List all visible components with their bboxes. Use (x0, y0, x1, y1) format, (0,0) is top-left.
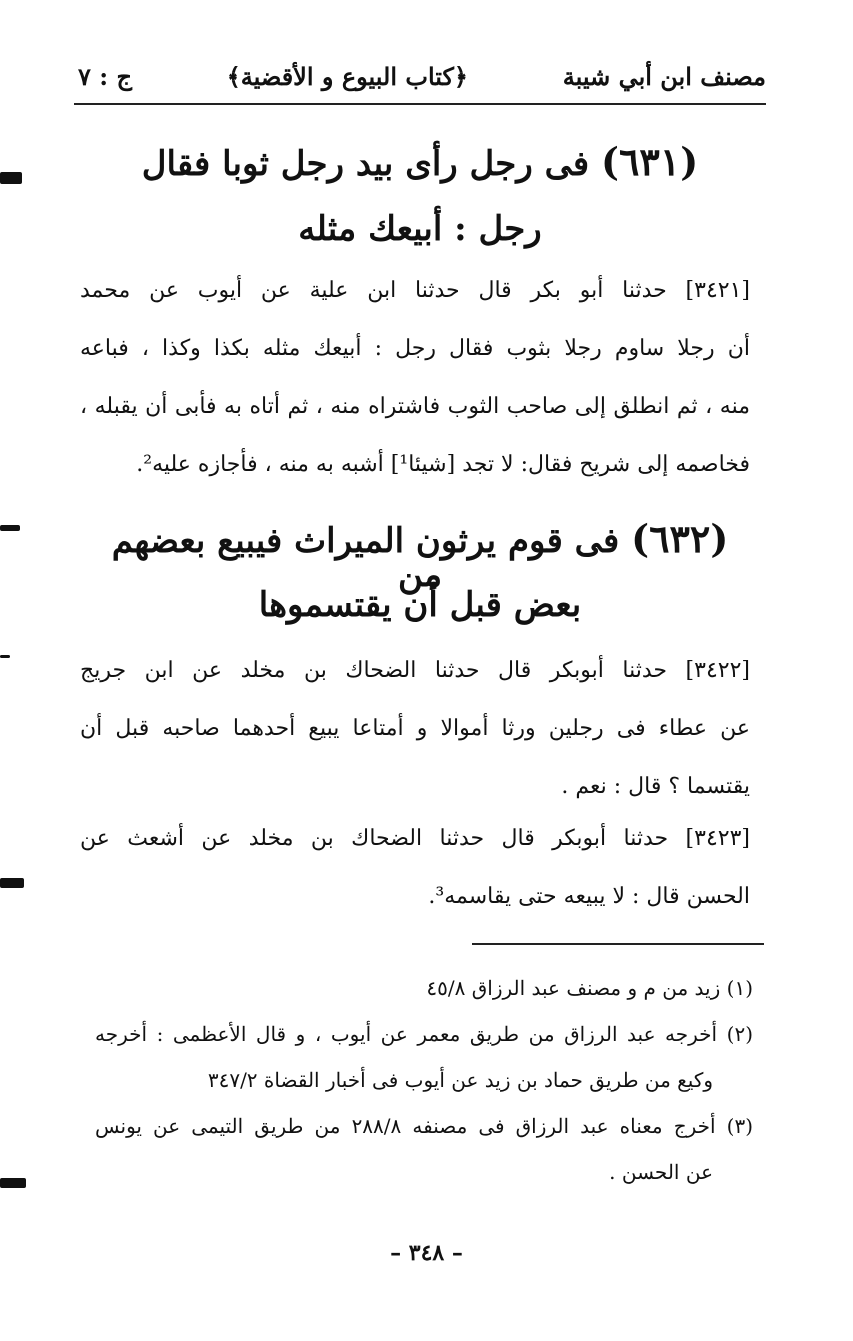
page-number: – ٣٤٨ – (390, 1240, 463, 1266)
hadith-3423 (80, 828, 750, 944)
text-line: فخاصمه إلى شريح فقال: لا تجد [شيئا¹] أشبه به منه ، فأجازه عليه². (136, 452, 750, 477)
footnote-2-line2: وكيع من طريق حماد بن زيد عن أيوب فى أخبار القضاة ٣٤٧/٢ (207, 1068, 713, 1092)
chapter-number: (٦٣٢) (631, 516, 729, 561)
text-line: عن عطاء فى رجلين ورثا أموالا و أمتاعا يبيع أحدهما صاحبه قبل أن (80, 716, 750, 741)
chapter-632-title-line2: بعض قبل أن يقتسموها (258, 585, 582, 625)
header-rule (74, 103, 766, 105)
footnote-3-line2: عن الحسن . (609, 1160, 713, 1184)
chapter-title-text: فى رجل رأى بيد رجل ثوبا فقال (141, 144, 590, 184)
footnote-1: (١) زيد من م و مصنف عبد الرزاق ٤٥/٨ (426, 976, 753, 1000)
chapter-632-title-line1 (90, 516, 750, 595)
header-section-title: ﴿كتاب البيوع و الأقضية﴾ (226, 61, 468, 91)
text-line: الحسن قال : لا يبيعه حتى يقاسمه³. (428, 884, 750, 909)
scan-mark (0, 1178, 26, 1188)
header-book-title: مصنف ابن أبي شيبة (562, 61, 766, 91)
text-line: أن رجلا ساوم رجلا بثوب فقال رجل : أبيعك مثله بكذا وكذا ، فباعه (80, 336, 750, 361)
footnote-separator (472, 943, 764, 945)
footnote-3-line1: (٣) أخرج معناه عبد الرزاق فى مصنفه ٢٨٨/٨ من طريق التيمى عن يونس (95, 1114, 754, 1138)
scan-mark (0, 525, 20, 531)
header-volume: ج : ٧ (78, 61, 132, 91)
hadith-3421 (80, 280, 750, 512)
text-line: [٣٤٢٢] حدثنا أبوبكر قال حدثنا الضحاك بن مخلد عن ابن جريج (80, 658, 750, 683)
chapter-631-title-line2: رجل : أبيعك مثله (298, 209, 542, 249)
text-line: يقتسما ؟ قال : نعم . (561, 774, 750, 799)
footnote-2-line1: (٢) أخرجه عبد الرزاق من طريق معمر عن أيوب ، و قال الأعظمى : أخرجه (95, 1022, 753, 1046)
scan-mark (0, 655, 10, 658)
text-line: منه ، ثم انطلق إلى صاحب الثوب فاشتراه منه ، ثم أتاه به فأبى أن يقبله ، (80, 394, 750, 419)
hadith-3422 (80, 660, 750, 834)
text-line: [٣٤٢٣] حدثنا أبوبكر قال حدثنا الضحاك بن مخلد عن أشعث عن (80, 826, 750, 851)
chapter-number: (٦٣١) (601, 139, 699, 184)
text-line: [٣٤٢١] حدثنا أبو بكر قال حدثنا ابن علية عن أيوب عن محمد (80, 278, 750, 303)
chapter-title-text: فى قوم يرثون الميراث فيبيع بعضهم من (111, 521, 620, 595)
scan-mark (0, 172, 22, 184)
footnotes (95, 978, 753, 1208)
running-header (78, 52, 766, 100)
chapter-631-title-line1 (90, 139, 750, 184)
scan-mark (0, 878, 24, 888)
